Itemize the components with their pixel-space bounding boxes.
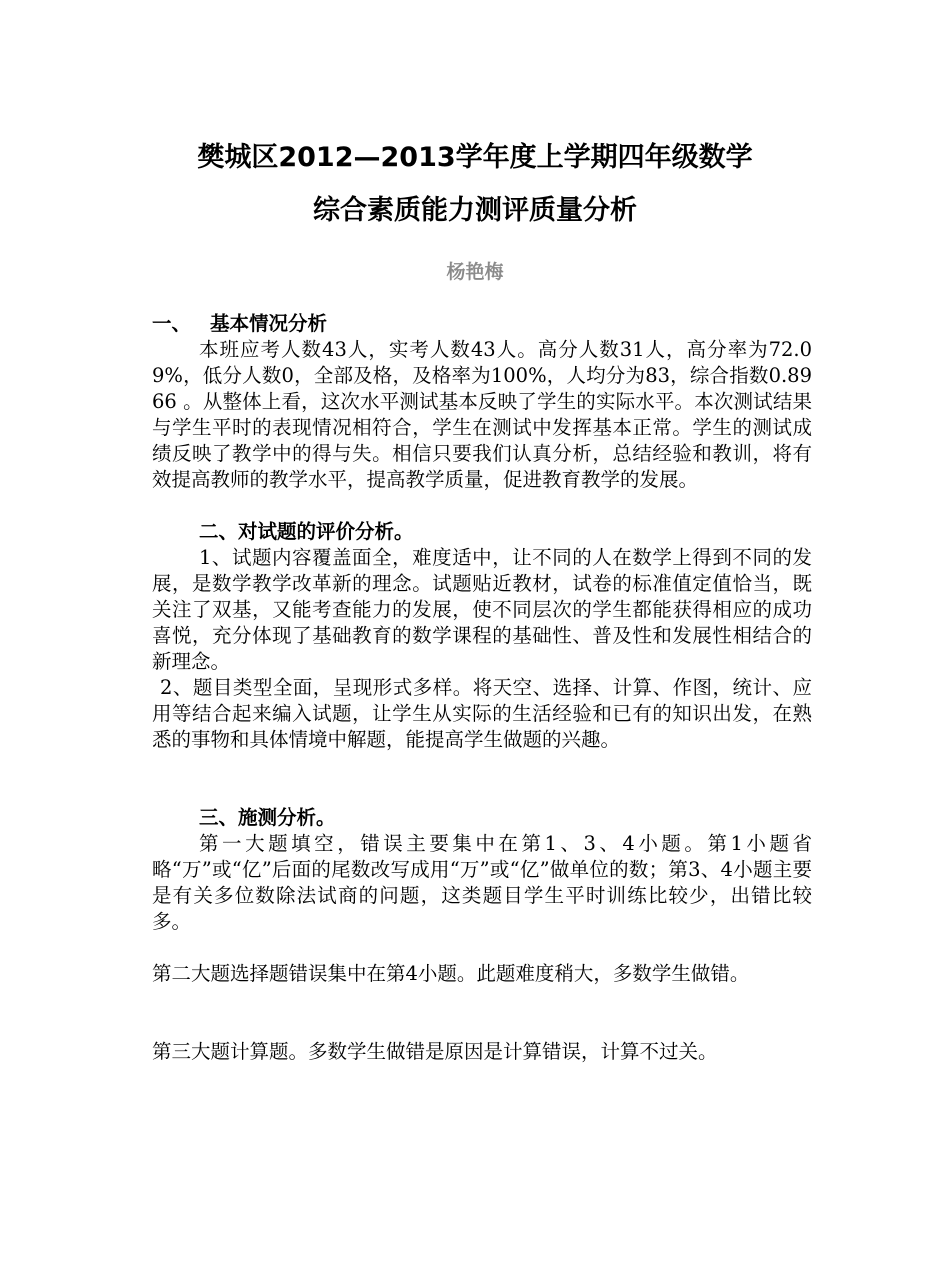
section-1-heading — [152, 311, 812, 337]
section-3-paragraph-1: 第一大题填空，错误主要集中在第1、3、4小题。第1小题省略“万”或“亿”后面的尾数改写成用“万”或“亿”做单位的数；第3、4小题主要是有关多位数除法试商的问题，这类题目学生平时训练比较少，出错比较多。 — [152, 832, 812, 933]
section-1-paragraph: 本班应考人数43人，实考人数43人。高分人数31人，高分率为72.09%，低分人数0，全部及格，及格率为100%，人均分为83，综合指数0.8966 。从整体上看，这次水平测试基本反映了学生的实际水平。本次测试结果与学生平时的表现情况相符合，学生在测试中发挥基本正常。学生的测试成绩反映了教学中的得与失。相信只要我们认真分析，总结经验和教训，将有效提高教师的教学水平，提高教学质量，促进教育教学的发展。 — [152, 338, 812, 491]
document-title-line-1: 樊城区2012—2013学年度上学期四年级数学 — [197, 142, 753, 173]
section-2-paragraph-2: 2、题目类型全面，呈现形式多样。将天空、选择、计算、作图，统计、应用等结合起来编入试题，让学生从实际的生活经验和已有的知识出发，在熟悉的事物和具体情境中解题，能提高学生做题的兴趣。 — [152, 676, 812, 751]
document-title-line-2: 综合素质能力测评质量分析 — [313, 195, 637, 226]
section-3-paragraph-3: 第三大题计算题。多数学生做错是原因是计算错误，计算不过关。 — [152, 1040, 718, 1063]
section-1-heading-text: 基本情况分析 — [210, 312, 328, 335]
section-1-number: 一、 — [152, 312, 192, 335]
section-3-paragraph-2: 第二大题选择题错误集中在第4小题。此题难度稍大，多数学生做错。 — [152, 962, 750, 985]
section-2-paragraph-1: 1、试题内容覆盖面全，难度适中，让不同的人在数学上得到不同的发展，是数学教学改革新的理念。试题贴近教材，试卷的标准值定值恰当，既关注了双基，又能考查能力的发展，使不同层次的学生都能获得相应的成功喜悦，充分体现了基础教育的数学课程的基础性、普及性和发展性相结合的新理念。 — [152, 546, 812, 673]
section-3-heading: 三、施测分析。 — [199, 806, 336, 829]
section-2-heading: 二、对试题的评价分析。 — [199, 520, 414, 543]
document-author: 杨艳梅 — [446, 261, 504, 283]
